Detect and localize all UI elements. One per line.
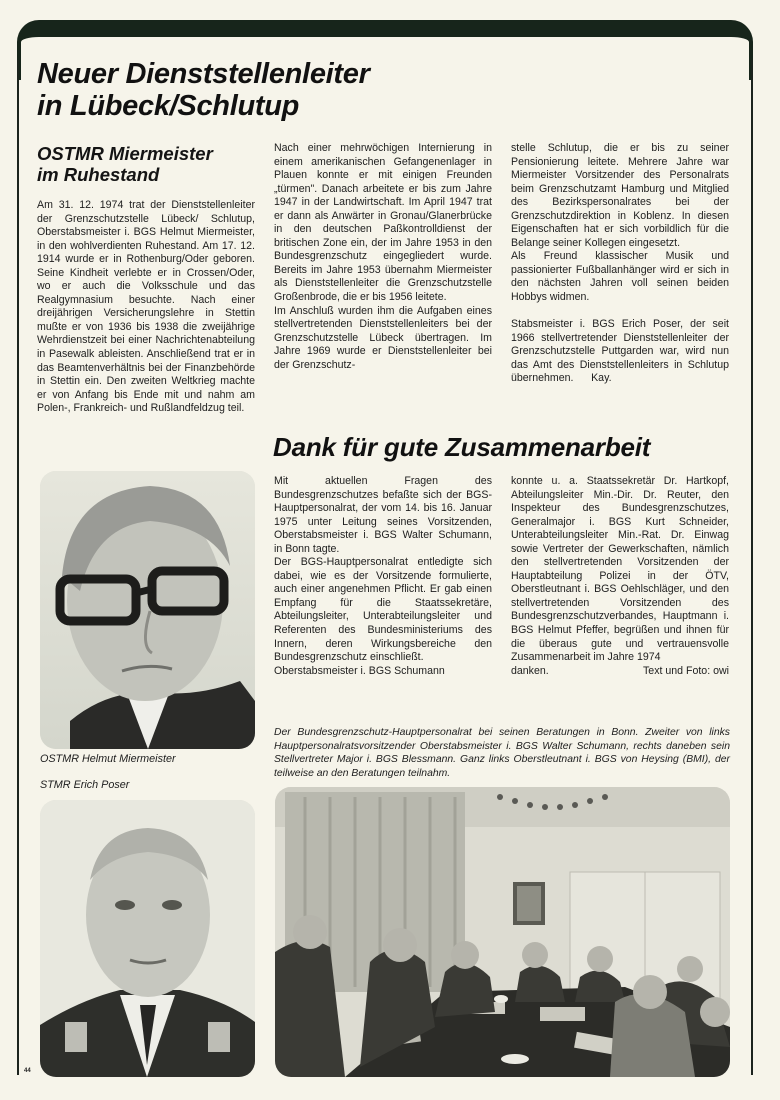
paragraph: konnte u. a. Staatssekretär Dr. Hartkopf, Abteilungsleiter Min.-Dir. Dr. Reuter, den Inspekteur des Bundesgrenzschutzes, Generalmajor i. BGS Kurt Schneider, Unterabteilungsleiter Min.-Rat. Dr. Einwag sowie Vertreter der Gewerkschaften, nämlich den stellvertretenden Vorsitzenden der Hauptabteilung Polizei in der ÖTV, Oberstleutnant i. BGS Oehlschläger, und den stellvertretenden Vorsitzenden des Bundesgrenzschutzverbandes, Hauptmann i. BGS Helmut Pfeffer, begrüßen und ihnen für die überaus gute und vertrauensvolle Zusammenarbeit im Jahre 1974 <box>511 475 729 664</box>
paragraph: Als Freund klassischer Musik und passionierter Fußballanhänger wird er sich in den nächsten Jahren voll seinen beiden Hobbys widmen. <box>511 250 729 304</box>
meeting-illustration <box>275 787 730 1077</box>
article2-signoff <box>511 665 729 679</box>
article1-column-1 <box>37 199 255 416</box>
page-border-right <box>751 60 753 1075</box>
meeting-photo-caption: Der Bundesgrenzschutz-Hauptpersonalrat bei seinen Beratungen in Bonn. Zweiter von links Hauptpersonalratsvorsitzender Oberstabsmeister i. BGS Walter Schumann, rechts daneben sein Stellvertreter Major i. BGS Blessmann. Ganz links Oberstleutnant i. BGS von Heysing (BMI), der teilweise an den Beratungen teilnahm. <box>274 727 730 779</box>
portrait-photo-poser <box>40 800 255 1077</box>
paragraph <box>511 318 729 386</box>
portrait1-caption: OSTMR Helmut Miermeister <box>40 753 176 765</box>
author-signoff: Kay. <box>591 372 612 385</box>
photo-credit: Text und Foto: owi <box>643 664 729 677</box>
headline-line-1: Neuer Dienststellenleiter <box>37 58 370 90</box>
paragraph: Im Anschluß wurden ihm die Aufgaben eines stellvertretenden Dienststellenleiters bei der Grenzschutzstelle Lübeck übertragen. Im Jahre 1969 wurde er Dienststellenleiter bei der Grenzschutz- <box>274 304 492 371</box>
article1-headline <box>37 58 370 122</box>
article1-column-2 <box>274 142 492 372</box>
paragraph: Oberstabsmeister i. BGS Schumann <box>274 664 445 677</box>
paragraph: Am 31. 12. 1974 trat der Dienststellenleiter der Grenzschutzstelle Lübeck/ Schlutup, Oberstabsmeister i. BGS Helmut Miermeister, in den wohlverdienten Ruhestand. Am 17. 12. 1914 wurde er in Rothenburg/Oder geboren. Seine Kindheit verlebte er in Crossen/Oder, wo er auch die Volksschule und das Realgymnasium besuchte. Nach einer dreijährigen Versicherungslehre in Stettin mußte er von 1936 bis 1938 die zweijährige Wehrdienstzeit bei einer Nachrichtenabteilung in Pasewalk ableisten. Anschließend trat er in das Beamtenverhältnis bei der Finanzbehörde in Stettin ein. Den zweiten Weltkrieg machte er von Anfang bis Ende mit und nahm am Polen-, Frankreich- und Rußlandfeldzug teil. <box>37 199 255 415</box>
page-border-left <box>17 60 19 1075</box>
article2-headline: Dank für gute Zusammenarbeit <box>273 432 651 462</box>
subhead-line-1: OSTMR Miermeister <box>37 143 213 164</box>
page-number: 44 <box>24 1068 31 1074</box>
paragraph-text: Stabsmeister i. BGS Erich Poser, der seit 1966 stellvertretender Dienststellenleiter der Grenzschutzstelle Puttgarden war, wird nun das Amt des Dienststellenleiters in Schlutup übernehmen. <box>511 318 729 385</box>
paragraph: Nach einer mehrwöchigen Internierung in einem amerikanischen Gefangenenlager in Plauen konnte er mit einigen Freunden „türmen". Danach arbeitete er bis zum Jahre 1947 in der Landwirtschaft. Im April 1947 trat er dann als Anwärter in Gronau/Glanerbrücke in den deutschen Paßkontrolldienst der britischen Zone ein, der im Jahre 1953 in den Bundesgrenzschutz eingegliedert wurde. Bereits im Jahre 1953 übernahm Miermeister als Dienststellenleiter die Grenzschutzstelle Großenbrode, die er bis 1956 leitete. <box>274 142 492 304</box>
subhead-line-2: im Ruhestand <box>37 164 160 185</box>
meeting-photo <box>275 787 730 1077</box>
article1-subhead <box>37 143 213 185</box>
portrait-illustration <box>40 800 255 1077</box>
article2-column-1 <box>274 475 492 678</box>
article2-column-2 <box>511 475 729 678</box>
portrait-photo-miermeister <box>40 471 255 749</box>
paragraph: Der BGS-Hauptpersonalrat entledigte sich dabei, wie es der Vorsitzende formulierte, auch einer angenehmen Pflicht. Er gab einen Empfang für die Staatssekretäre, Abteilungsleiter, Unterabteilungsleiter und Referenten des Bundesministeriums des Innern, deren Wirkungsbereiche den Bundesgrenzschutz einschließt. <box>274 556 492 664</box>
portrait-illustration <box>40 471 255 749</box>
headline-line-2: in Lübeck/Schlutup <box>37 90 300 122</box>
paragraph: Mit aktuellen Fragen des Bundesgrenzschutzes befaßte sich der BGS-Hauptpersonalrat, der vom 14. bis 16. Januar 1975 unter Leitung seines Vorsitzenden, Oberstabsmeister i. BGS Walter Schumann, in Bonn tagte. <box>274 475 492 555</box>
article1-column-3 <box>511 142 729 386</box>
paragraph: stelle Schlutup, die er bis zu seiner Pensionierung leitete. Mehrere Jahre war Miermeister Vorsitzender des Personalrats beim Grenzschutzamt Hamburg und Mitglied des Bezirkspersonalrates bei der Grenzschutzdirektion in Koblenz. In diesen Eigenschaften hat er sich vorbildlich für die Belange seiner Kollegen eingesetzt. <box>511 142 729 249</box>
portrait2-caption: STMR Erich Poser <box>40 779 130 791</box>
signoff-left: danken. <box>511 664 549 677</box>
